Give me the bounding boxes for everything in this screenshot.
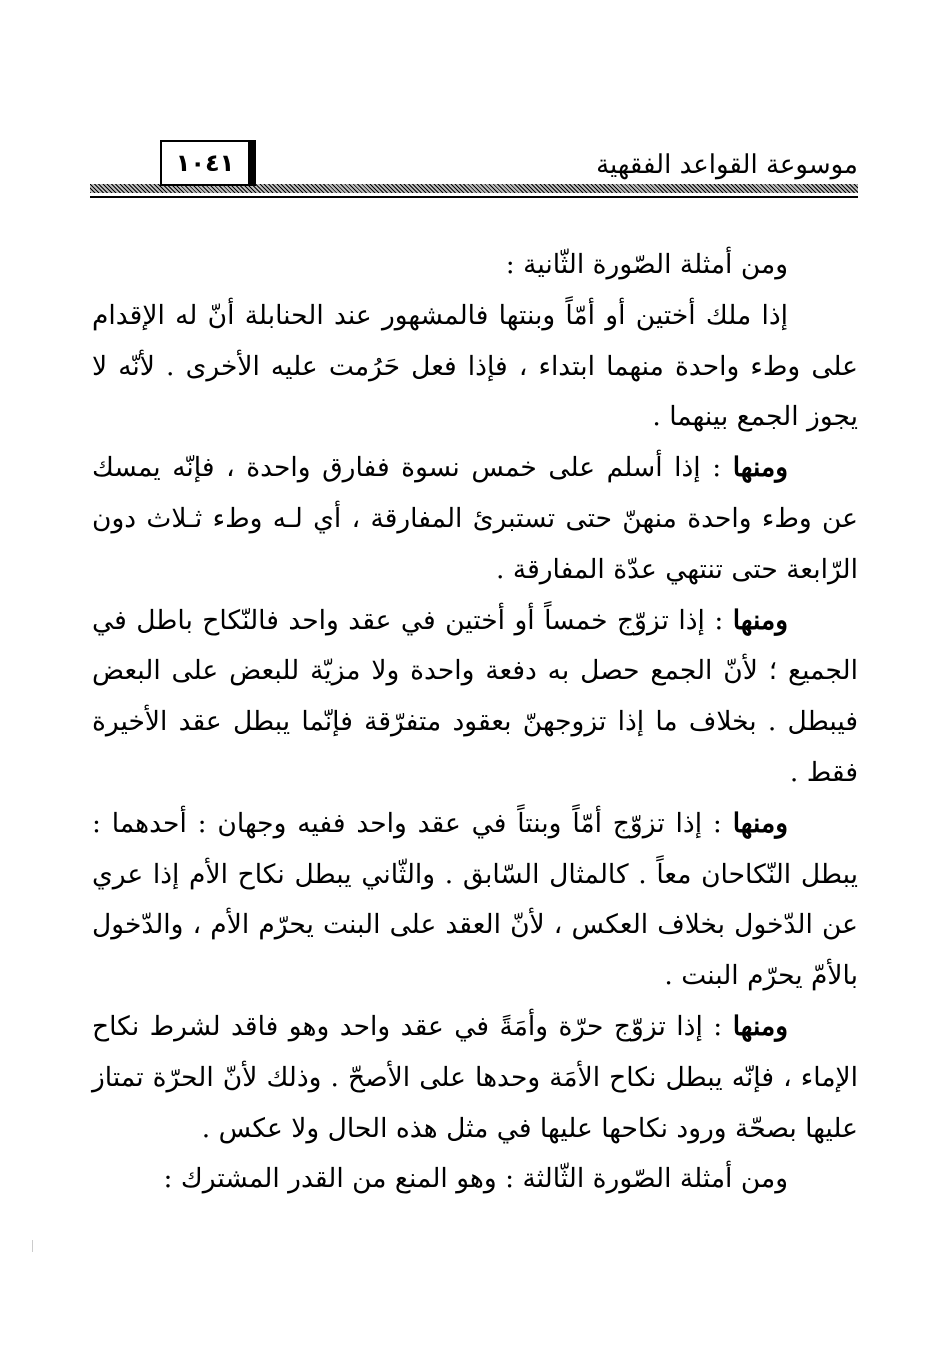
page-body	[92, 240, 858, 1205]
book-title: موسوعة القواعد الفقهية	[596, 150, 858, 180]
paragraph	[92, 1154, 858, 1205]
header-rule-line	[90, 196, 858, 198]
paragraph-lead: ومنها	[732, 807, 788, 839]
paragraph-lead: ومنها	[732, 452, 788, 484]
paragraph-text: إذا ملك أختين أو أمّاً وبنتها فالمشهور عند الحنابلة أنّ له الإقدام على وطء واحدة منهما ابتداء ، فإذا فعل حَرُمت عليه الأخرى . لأنّه لا يجوز الجمع بينهما .	[92, 299, 858, 433]
paragraph-text: : إذا تزوّج أمّاً وبنتاً في عقد واحد ففيه وجهان : أحدهما : يبطل النّكاحان معاً . كالمثال السّابق . والثّاني يبطل نكاح الأم إذا عري عن الدّخول بخلاف العكس ، لأنّ العقد على البنت يحرّم الأم ، والدّخول بالأمّ يحرّم البنت .	[92, 807, 858, 992]
scan-margin-mark	[32, 1240, 33, 1252]
page-number-box: ١٠٤١	[160, 140, 256, 186]
paragraph	[92, 799, 858, 1002]
paragraph-text: ومن أمثلة الصّورة الثّانية :	[505, 249, 788, 280]
paragraph	[92, 443, 858, 595]
paragraph	[92, 596, 858, 799]
paragraph-text: : إذا تزوّج خمساً أو أختين في عقد واحد فالنّكاح باطل في الجميع ؛ لأنّ الجمع حصل به دفعة واحدة ولا مزيّة للبعض على البعض فيبطل . بخلاف ما إذا تزوجهنّ بعقود متفرّقة فإنّما يبطل عقد الأخيرة فقط .	[92, 604, 858, 788]
paragraph-lead: ومنها	[732, 604, 788, 636]
paragraph	[92, 240, 858, 291]
running-header	[90, 140, 858, 202]
paragraph-text: : إذا أسلم على خمس نسوة ففارق واحدة ، فإنّه يمسك عن وطء واحدة منهنّ حتى تستبرئ المفارقة ، أي لـه وطء ثـلاث دون الرّابعة حتى تنتهي عدّة المفارقة .	[92, 452, 858, 585]
paragraph-text: ومن أمثلة الصّورة الثّالثة : وهو المنع من القدر المشترك :	[163, 1163, 788, 1195]
paragraph-text: : إذا تزوّج حرّة وأمَةً في عقد واحد وهو فاقد لشرط نكاح الإماء ، فإنّه يبطل نكاح الأمَة وحدها على الأصحّ . وذلك لأنّ الحرّة تمتاز عليها بصحّة ورود نكاحها عليها في مثل هذه الحال ولا عكس .	[92, 1010, 858, 1144]
paragraph-lead: ومنها	[732, 1010, 788, 1042]
paragraph	[92, 291, 858, 443]
paragraph	[92, 1002, 858, 1154]
